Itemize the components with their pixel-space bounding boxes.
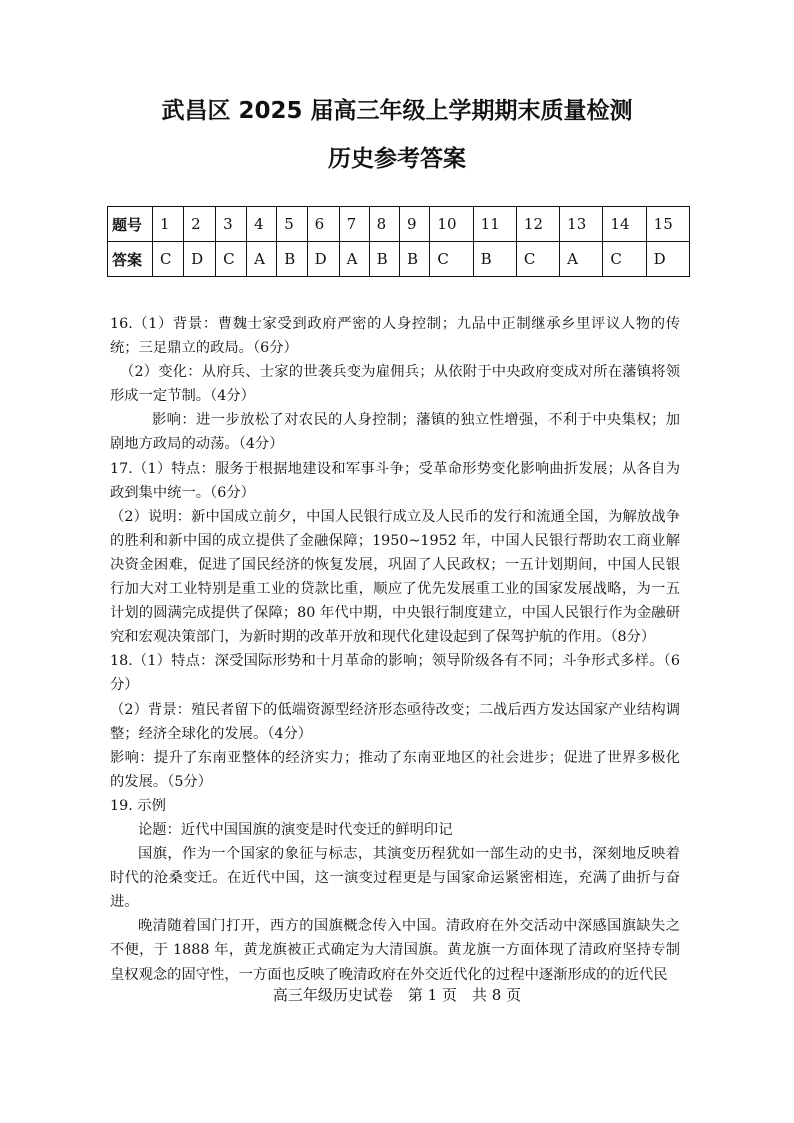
question-number-cell: 10 xyxy=(430,207,473,242)
question-number-cell: 1 xyxy=(153,207,184,242)
question-number-cell: 8 xyxy=(369,207,399,242)
answer-cell: B xyxy=(400,242,430,277)
answer-cell: B xyxy=(473,242,516,277)
answer-table xyxy=(107,206,690,277)
q17-part2: （2）说明：新中国成立前夕，中国人民银行成立及人民币的发行和流通全国，为解放战争的胜利和新中国的成立提供了金融保障；1950~1952 年，中国人民银行帮助农工商业解决资金困难，促进了国民经济的恢复发展，巩固了人民政权；一五计划期间，中国人民银行加大对工业特别是重工业的贷款比重，顺应了优先发展重工业的国家发展战略，为一五计划的圆满完成提供了保障；80 年代中期，中央银行制度建立，中国人民银行作为金融研究和宏观决策部门，为新时期的改革开放和现代化建设起到了保驾护航的作用。（8分） xyxy=(110,508,680,646)
q16-part1: 16.（1）背景：曹魏士家受到政府严密的人身控制；九品中正制继承乡里评议人物的传统；三足鼎立的政局。（6分） xyxy=(110,316,680,357)
answer-cell: B xyxy=(369,242,399,277)
question-number-cell: 14 xyxy=(603,207,646,242)
question-number-cell: 15 xyxy=(646,207,689,242)
answer-cell: C xyxy=(603,242,646,277)
question-number-cell: 3 xyxy=(216,207,247,242)
answer-cell: A xyxy=(560,242,603,277)
q17-part1: 17.（1）特点：服务于根据地建设和军事斗争；受革命形势变化影响曲折发展；从各自为政到集中统一。（6分） xyxy=(110,460,680,501)
question-number-cell: 2 xyxy=(184,207,216,242)
q19-paragraph: 晚清随着国门打开，西方的国旗概念传入中国。清政府在外交活动中深感国旗缺失之不便，于 1888 年，黄龙旗被正式确定为大清国旗。黄龙旗一方面体现了清政府坚持专制皇权观念的固守性，一方面也反映了晚清政府在外交近代化的过程中逐渐形成的的近代民 xyxy=(110,918,680,983)
document-title: 武昌区 2025 届高三年级上学期期末质量检测 xyxy=(161,98,633,124)
answer-cell: C xyxy=(516,242,559,277)
question-number-cell: 9 xyxy=(400,207,430,242)
answer-cell: C xyxy=(430,242,473,277)
question-number-cell: 13 xyxy=(560,207,603,242)
answer-row xyxy=(108,242,690,277)
answer-body xyxy=(110,312,680,987)
answer-cell: D xyxy=(184,242,216,277)
q16-part2: （2）变化：从府兵、士家的世袭兵变为雇佣兵；从依附于中央政府变成对所在藩镇将领形成一定节制。（4分） xyxy=(110,364,680,405)
q18-part1: 18.（1）特点：深受国际形势和十月革命的影响；领导阶级各有不同；斗争形式多样。（6分） xyxy=(110,653,680,694)
row-header-answer: 答案 xyxy=(108,242,153,277)
q19-heading: 19. 示例 xyxy=(110,797,166,814)
answer-cell: A xyxy=(247,242,277,277)
answer-cell: B xyxy=(277,242,307,277)
q19-thesis: 论题：近代中国国旗的演变是时代变迁的鲜明印记 xyxy=(138,821,453,838)
answer-cell: D xyxy=(307,242,339,277)
q19-paragraph: 国旗，作为一个国家的象征与标志，其演变历程犹如一部生动的史书，深刻地反映着时代的沧桑变迁。在近代中国，这一演变过程更是与国家命运紧密相连，充满了曲折与奋进。 xyxy=(110,846,680,911)
answer-cell: D xyxy=(646,242,689,277)
question-number-cell: 11 xyxy=(473,207,516,242)
row-header-question: 题号 xyxy=(108,207,153,242)
question-number-cell: 6 xyxy=(307,207,339,242)
q16-impact: 影响：进一步放松了对农民的人身控制；藩镇的独立性增强，不利于中央集权；加剧地方政局的动荡。（4分） xyxy=(110,412,680,453)
q18-part2: （2）背景：殖民者留下的低端资源型经济形态亟待改变；二战后西方发达国家产业结构调整；经济全球化的发展。（4分） xyxy=(110,701,680,742)
question-number-cell: 7 xyxy=(339,207,369,242)
q18-impact: 影响：提升了东南亚整体的经济实力；推动了东南亚地区的社会进步；促进了世界多极化的发展。（5分） xyxy=(110,749,680,790)
question-number-cell: 12 xyxy=(516,207,559,242)
answer-cell: C xyxy=(216,242,247,277)
page-footer: 高三年级历史试卷 第 1 页 共 8 页 xyxy=(272,986,522,1004)
question-number-cell: 5 xyxy=(277,207,307,242)
question-number-cell: 4 xyxy=(247,207,277,242)
answer-cell: C xyxy=(153,242,184,277)
question-number-row xyxy=(108,207,690,242)
answer-cell: A xyxy=(339,242,369,277)
document-subtitle: 历史参考答案 xyxy=(328,146,466,172)
